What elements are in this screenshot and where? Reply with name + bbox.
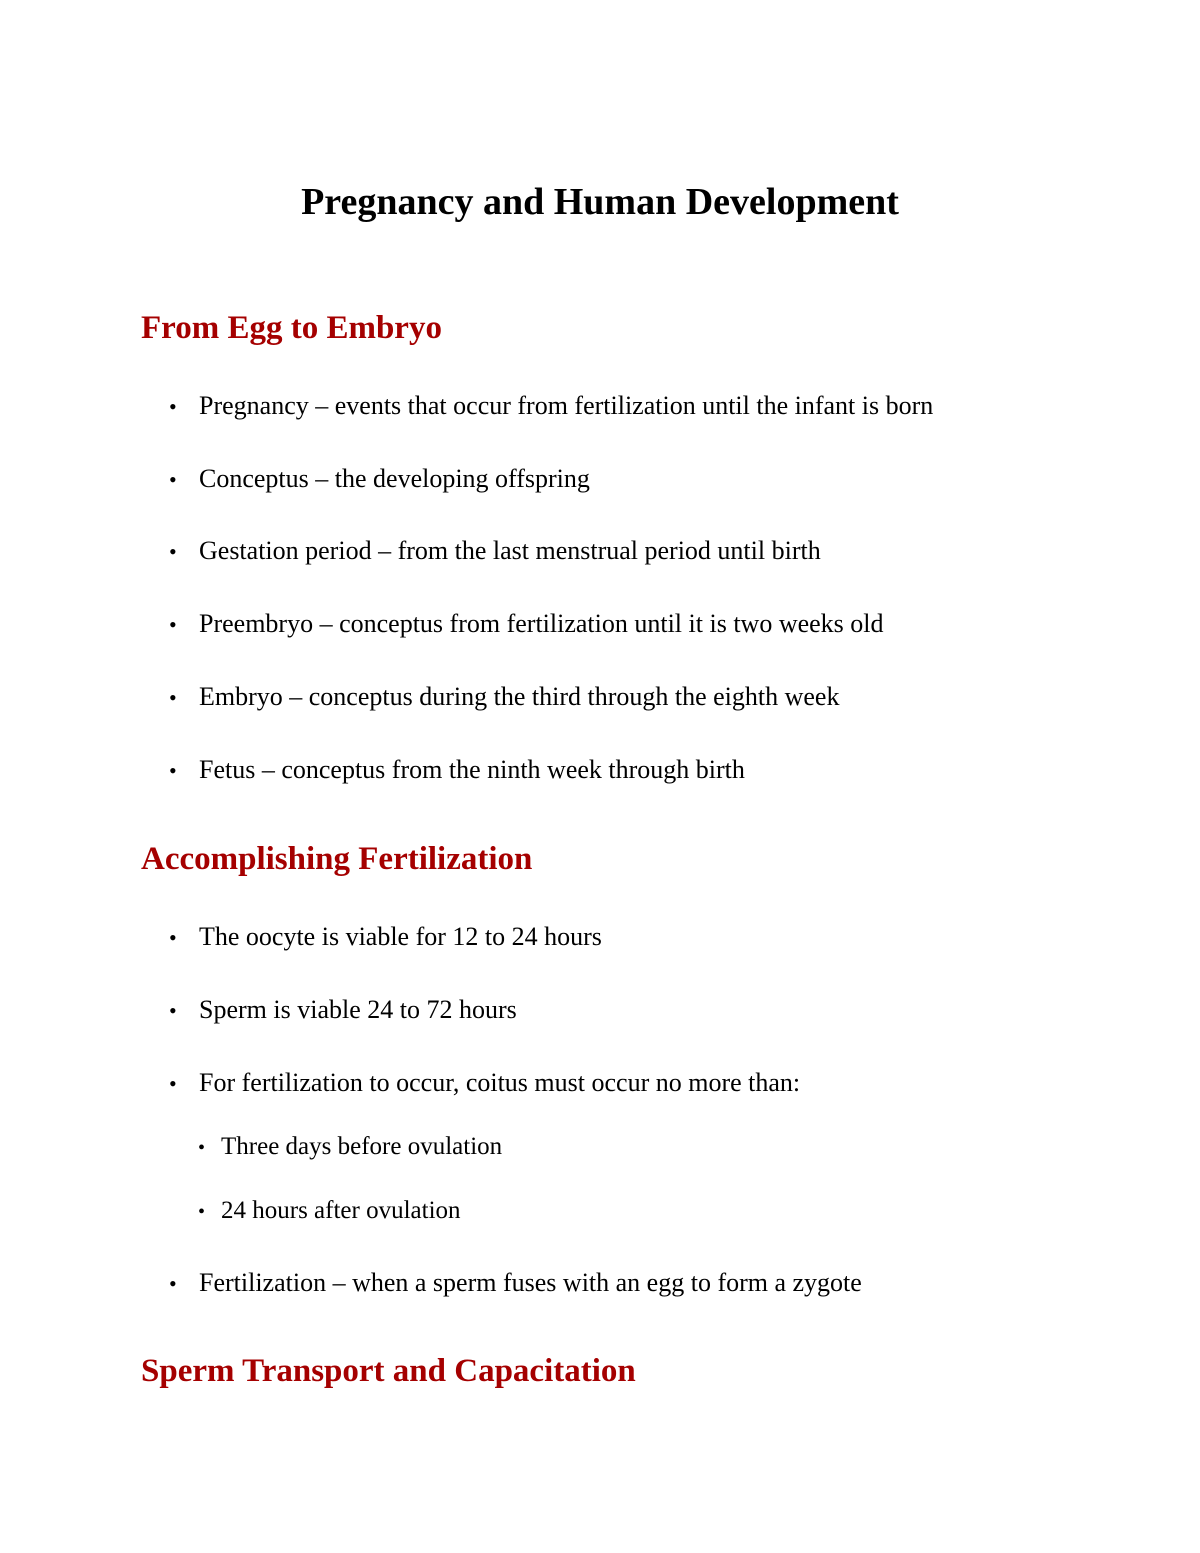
bullet-icon: • (169, 467, 177, 492)
page-title: Pregnancy and Human Development (301, 181, 899, 223)
list-item-text: Sperm is viable 24 to 72 hours (199, 995, 517, 1024)
bullet-icon: • (169, 685, 177, 710)
section-heading-from-egg-to-embryo: From Egg to Embryo (141, 310, 442, 346)
list-item-text: The oocyte is viable for 12 to 24 hours (199, 922, 602, 951)
sub-list-item (198, 1195, 461, 1228)
list-item-text: Gestation period – from the last menstrual period until birth (199, 536, 821, 565)
section-heading-sperm-transport-and-capacitation: Sperm Transport and Capacitation (141, 1353, 636, 1389)
bullet-icon: • (198, 1137, 206, 1159)
list-item-text: Pregnancy – events that occur from fertilization until the infant is born (199, 391, 934, 420)
list-item (169, 993, 517, 1028)
bullet-icon: • (169, 1271, 177, 1296)
list-item (169, 534, 821, 569)
list-item (169, 389, 933, 424)
list-item-text: For fertilization to occur, coitus must occur no more than: (199, 1068, 801, 1097)
list-item (169, 462, 590, 497)
bullet-icon: • (169, 539, 177, 564)
list-item (169, 607, 884, 642)
sub-list-item-text: 24 hours after ovulation (221, 1197, 461, 1224)
list-item (169, 1066, 800, 1101)
bullet-icon: • (169, 758, 177, 783)
sub-list-item-text: Three days before ovulation (221, 1133, 503, 1160)
bullet-icon: • (169, 925, 177, 950)
list-item (169, 1266, 862, 1301)
list-item (169, 680, 839, 715)
list-item-text: Fetus – conceptus from the ninth week through birth (199, 755, 745, 784)
list-item-text: Preembryo – conceptus from fertilization until it is two weeks old (199, 609, 884, 638)
bullet-icon: • (169, 998, 177, 1023)
list-item-text: Conceptus – the developing offspring (199, 464, 590, 493)
bullet-icon: • (198, 1201, 206, 1223)
list-item (169, 920, 602, 955)
section-heading-accomplishing-fertilization: Accomplishing Fertilization (141, 841, 533, 877)
list-item (169, 753, 745, 788)
bullet-icon: • (169, 612, 177, 637)
bullet-icon: • (169, 1071, 177, 1096)
sub-list-item (198, 1131, 502, 1164)
list-item-text: Embryo – conceptus during the third through the eighth week (199, 682, 840, 711)
bullet-icon: • (169, 394, 177, 419)
list-item-text: Fertilization – when a sperm fuses with an egg to form a zygote (199, 1268, 862, 1297)
